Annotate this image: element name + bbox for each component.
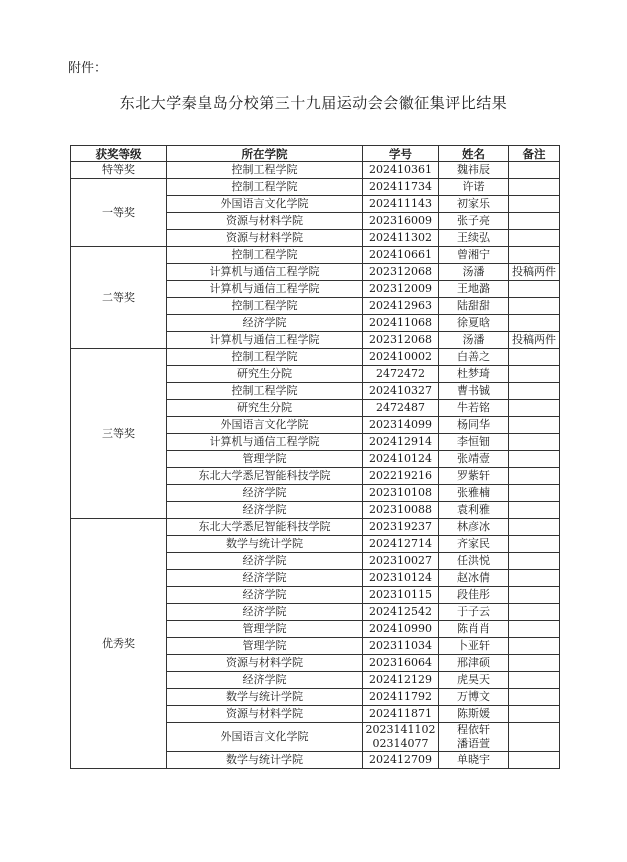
student-id-cell: 202412714 xyxy=(363,536,439,553)
name-cell: 牛若铭 xyxy=(439,400,509,417)
college-cell: 管理学院 xyxy=(167,621,363,638)
note-cell xyxy=(509,706,560,723)
name-cell: 段佳彤 xyxy=(439,587,509,604)
student-id-cell: 202316009 xyxy=(363,213,439,230)
college-cell: 控制工程学院 xyxy=(167,383,363,400)
student-id-cell: 202412709 xyxy=(363,752,439,769)
award-level-cell: 三等奖 xyxy=(71,349,167,519)
note-cell xyxy=(509,298,560,315)
college-cell: 控制工程学院 xyxy=(167,247,363,264)
table-row xyxy=(71,349,560,366)
column-header-college: 所在学院 xyxy=(167,146,363,162)
college-cell: 经济学院 xyxy=(167,485,363,502)
name-cell: 陈斯媛 xyxy=(439,706,509,723)
student-id-cell: 202312068 xyxy=(363,264,439,281)
student-id-cell: 202311034 xyxy=(363,638,439,655)
student-id-cell: 202412542 xyxy=(363,604,439,621)
note-cell xyxy=(509,502,560,519)
note-cell xyxy=(509,672,560,689)
name-cell: 张雅楠 xyxy=(439,485,509,502)
note-cell: 投稿两件 xyxy=(509,264,560,281)
college-cell: 计算机与通信工程学院 xyxy=(167,281,363,298)
award-level-cell: 优秀奖 xyxy=(71,519,167,769)
college-cell: 资源与材料学院 xyxy=(167,655,363,672)
student-id-cell: 202310115 xyxy=(363,587,439,604)
note-cell xyxy=(509,752,560,769)
name-cell: 张子亮 xyxy=(439,213,509,230)
college-cell: 经济学院 xyxy=(167,553,363,570)
note-cell xyxy=(509,383,560,400)
name-cell: 虎昊天 xyxy=(439,672,509,689)
note-cell xyxy=(509,349,560,366)
student-id-cell: 202412914 xyxy=(363,434,439,451)
table-row xyxy=(71,247,560,264)
student-id-cell: 202411143 xyxy=(363,196,439,213)
college-cell: 管理学院 xyxy=(167,638,363,655)
college-cell: 控制工程学院 xyxy=(167,162,363,179)
note-cell xyxy=(509,553,560,570)
name-cell: 任洪悦 xyxy=(439,553,509,570)
student-id-cell: 202410990 xyxy=(363,621,439,638)
note-cell xyxy=(509,281,560,298)
college-cell: 资源与材料学院 xyxy=(167,213,363,230)
student-id-cell: 202310088 xyxy=(363,502,439,519)
student-id-cell: 202410002 xyxy=(363,349,439,366)
note-cell xyxy=(509,213,560,230)
table-row xyxy=(71,179,560,196)
name-cell: 李恒钿 xyxy=(439,434,509,451)
note-cell xyxy=(509,434,560,451)
note-cell xyxy=(509,400,560,417)
name-cell: 于子云 xyxy=(439,604,509,621)
college-cell: 经济学院 xyxy=(167,570,363,587)
college-cell: 计算机与通信工程学院 xyxy=(167,332,363,349)
student-id-cell: 202410327 xyxy=(363,383,439,400)
award-level-cell: 特等奖 xyxy=(71,162,167,179)
student-id-cell: 202410661 xyxy=(363,247,439,264)
name-cell: 赵冰倩 xyxy=(439,570,509,587)
student-id-cell: 202219216 xyxy=(363,468,439,485)
college-cell: 经济学院 xyxy=(167,672,363,689)
name-cell: 魏祎辰 xyxy=(439,162,509,179)
name-cell: 程依轩 潘语萱 xyxy=(439,723,509,752)
note-cell xyxy=(509,604,560,621)
table-header-row xyxy=(71,146,560,162)
student-id-cell: 202314099 xyxy=(363,417,439,434)
student-id-cell: 2023141102 02314077 xyxy=(363,723,439,752)
student-id-cell: 2472487 xyxy=(363,400,439,417)
name-cell: 徐夏晗 xyxy=(439,315,509,332)
student-id-cell: 202410361 xyxy=(363,162,439,179)
college-cell: 外国语言文化学院 xyxy=(167,417,363,434)
student-id-cell: 202411068 xyxy=(363,315,439,332)
student-id-cell: 202411734 xyxy=(363,179,439,196)
name-cell: 邢津硕 xyxy=(439,655,509,672)
name-cell: 张靖壹 xyxy=(439,451,509,468)
note-cell xyxy=(509,689,560,706)
note-cell xyxy=(509,162,560,179)
name-cell: 白善之 xyxy=(439,349,509,366)
note-cell xyxy=(509,247,560,264)
student-id-cell: 202310027 xyxy=(363,553,439,570)
note-cell: 投稿两件 xyxy=(509,332,560,349)
college-cell: 控制工程学院 xyxy=(167,179,363,196)
college-cell: 资源与材料学院 xyxy=(167,230,363,247)
note-cell xyxy=(509,196,560,213)
college-cell: 东北大学悉尼智能科技学院 xyxy=(167,468,363,485)
name-cell: 曹书铖 xyxy=(439,383,509,400)
college-cell: 数学与统计学院 xyxy=(167,752,363,769)
document-title: 东北大学秦皇岛分校第三十九届运动会会徽征集评比结果 xyxy=(119,94,508,112)
table-row xyxy=(71,519,560,536)
college-cell: 研究生分院 xyxy=(167,366,363,383)
college-cell: 经济学院 xyxy=(167,604,363,621)
student-id-cell: 202312009 xyxy=(363,281,439,298)
note-cell xyxy=(509,570,560,587)
results-body xyxy=(71,162,560,769)
college-cell: 数学与统计学院 xyxy=(167,689,363,706)
note-cell xyxy=(509,536,560,553)
student-id-cell: 2472472 xyxy=(363,366,439,383)
name-cell: 万博文 xyxy=(439,689,509,706)
name-cell: 齐家民 xyxy=(439,536,509,553)
student-id-cell: 202411871 xyxy=(363,706,439,723)
college-cell: 数学与统计学院 xyxy=(167,536,363,553)
name-cell: 初家乐 xyxy=(439,196,509,213)
student-id-cell: 202411792 xyxy=(363,689,439,706)
column-header-note: 备注 xyxy=(509,146,560,162)
name-cell: 陈肖肖 xyxy=(439,621,509,638)
name-cell: 王续弘 xyxy=(439,230,509,247)
name-cell: 袁利雅 xyxy=(439,502,509,519)
note-cell xyxy=(509,315,560,332)
column-header-level: 获奖等级 xyxy=(71,146,167,162)
student-id-cell: 202411302 xyxy=(363,230,439,247)
name-cell: 陆甜甜 xyxy=(439,298,509,315)
note-cell xyxy=(509,587,560,604)
note-cell xyxy=(509,638,560,655)
college-cell: 管理学院 xyxy=(167,451,363,468)
student-id-cell: 202412129 xyxy=(363,672,439,689)
note-cell xyxy=(509,519,560,536)
name-cell: 林彦冰 xyxy=(439,519,509,536)
college-cell: 经济学院 xyxy=(167,315,363,332)
note-cell xyxy=(509,468,560,485)
name-cell: 汤潘 xyxy=(439,332,509,349)
note-cell xyxy=(509,417,560,434)
name-cell: 杜梦琦 xyxy=(439,366,509,383)
award-level-cell: 一等奖 xyxy=(71,179,167,247)
college-cell: 外国语言文化学院 xyxy=(167,723,363,752)
name-cell: 曾湘宁 xyxy=(439,247,509,264)
table-row xyxy=(71,162,560,179)
column-header-name: 姓名 xyxy=(439,146,509,162)
college-cell: 控制工程学院 xyxy=(167,298,363,315)
attachment-label: 附件： xyxy=(68,61,108,76)
note-cell xyxy=(509,655,560,672)
note-cell xyxy=(509,179,560,196)
results-table xyxy=(70,145,560,769)
college-cell: 资源与材料学院 xyxy=(167,706,363,723)
name-cell: 杨同华 xyxy=(439,417,509,434)
name-cell: 汤潘 xyxy=(439,264,509,281)
college-cell: 研究生分院 xyxy=(167,400,363,417)
name-cell: 罗紫轩 xyxy=(439,468,509,485)
college-cell: 东北大学悉尼智能科技学院 xyxy=(167,519,363,536)
student-id-cell: 202310124 xyxy=(363,570,439,587)
name-cell: 单晓宇 xyxy=(439,752,509,769)
award-level-cell: 二等奖 xyxy=(71,247,167,349)
student-id-cell: 202319237 xyxy=(363,519,439,536)
college-cell: 经济学院 xyxy=(167,587,363,604)
student-id-cell: 202316064 xyxy=(363,655,439,672)
student-id-cell: 202312068 xyxy=(363,332,439,349)
college-cell: 经济学院 xyxy=(167,502,363,519)
student-id-cell: 202412963 xyxy=(363,298,439,315)
student-id-cell: 202310108 xyxy=(363,485,439,502)
note-cell xyxy=(509,485,560,502)
college-cell: 外国语言文化学院 xyxy=(167,196,363,213)
college-cell: 控制工程学院 xyxy=(167,349,363,366)
college-cell: 计算机与通信工程学院 xyxy=(167,434,363,451)
student-id-cell: 202410124 xyxy=(363,451,439,468)
note-cell xyxy=(509,451,560,468)
column-header-id: 学号 xyxy=(363,146,439,162)
name-cell: 王地潞 xyxy=(439,281,509,298)
note-cell xyxy=(509,230,560,247)
note-cell xyxy=(509,723,560,752)
college-cell: 计算机与通信工程学院 xyxy=(167,264,363,281)
name-cell: 许诺 xyxy=(439,179,509,196)
name-cell: 卜亚轩 xyxy=(439,638,509,655)
note-cell xyxy=(509,366,560,383)
note-cell xyxy=(509,621,560,638)
